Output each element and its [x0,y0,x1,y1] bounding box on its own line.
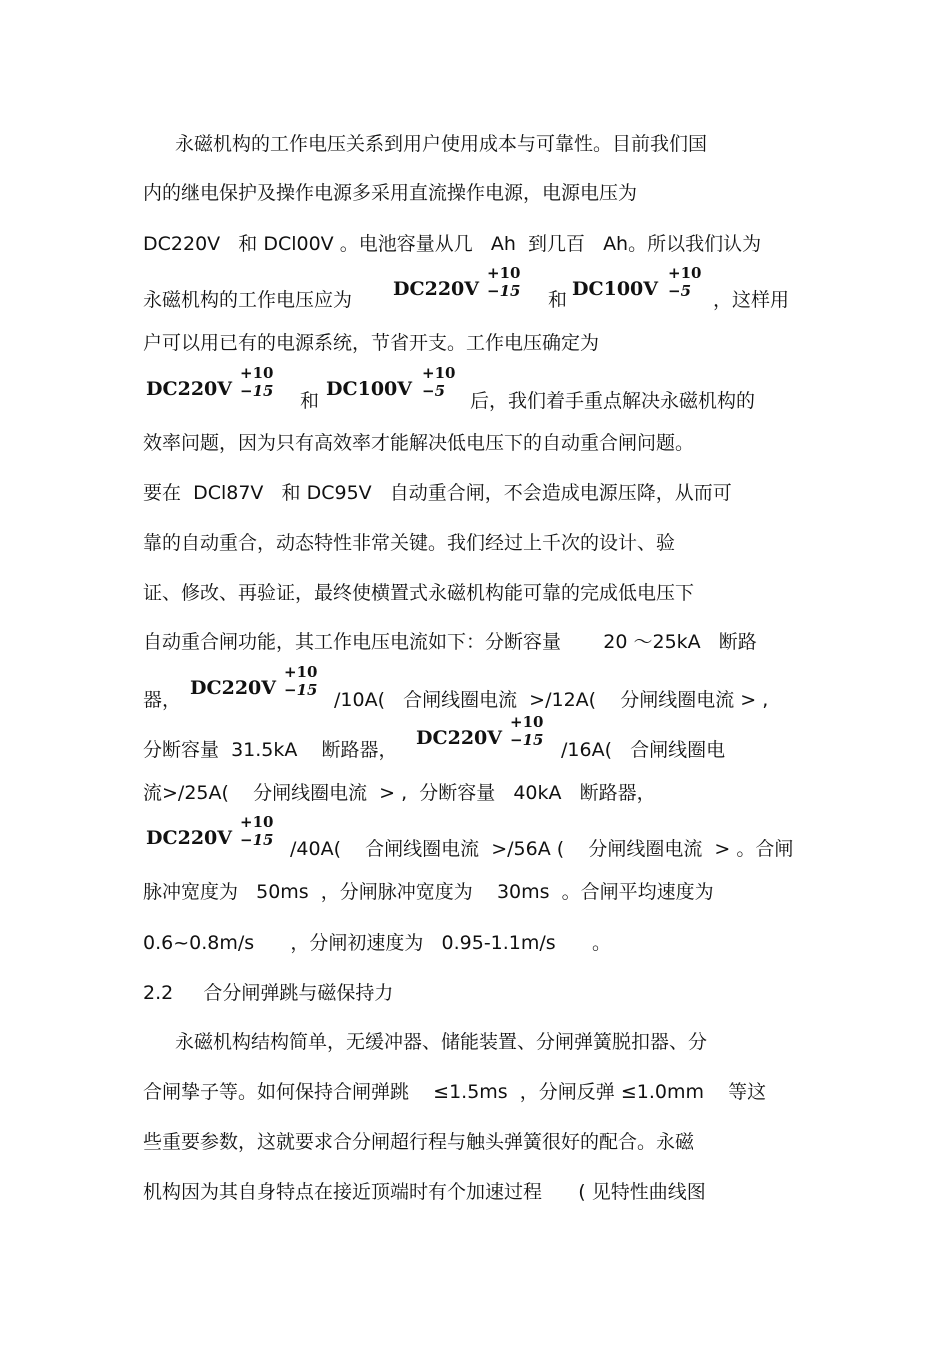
paragraph-line-11: 自动重合闸功能，其工作电压电流如下：分断容量 20 ～25kA 断路 [143,631,757,653]
paragraph-line-12-end: /10A( 合闸线圈电流 >/12A( 分闸线圈电流 > , [334,689,769,711]
paragraph-line-5: 户可以用已有的电源系统，节省开支。工作电压确定为 [143,332,600,354]
paragraph-line-13-start: 分断容量 31.5kA 断路器， [143,739,398,761]
paragraph-line-15: /40A( 合闸线圈电流 >/56A ( 分闸线圈电流 > 。合闸 [290,838,794,860]
paragraph-line-19: 永磁机构结构简单，无缓冲器、储能装置、分闸弹簧脱扣器、分 [175,1031,708,1053]
paragraph-line-22: 机构因为其自身特点在接近顶端时有个加速过程 ( 见特性曲线图 [143,1181,706,1203]
paragraph-line-21: 些重要参数，这就要求合分闸超行程与触头弹簧很好的配合。永磁 [143,1131,695,1153]
paragraph-line-8: 要在 DCl87V 和 DC95V 自动重合闸，不会造成电源压降，从而可 [143,482,732,504]
paragraph-line-6-end: 后，我们着手重点解决永磁机构的 [470,390,756,412]
paragraph-line-12-start: 器， [143,689,182,711]
paragraph-line-2: 内的继电保护及操作电源多采用直流操作电源，电源电压为 [143,182,638,204]
paragraph-line-13-end: /16A( 合闸线圈电 [561,739,726,761]
paragraph-line-17: 0.6~0.8m/s ，分闸初速度为 0.95-1.1m/s 。 [143,932,611,954]
paragraph-line-16: 脉冲宽度为 50ms ，分闸脉冲宽度为 30ms 。合闸平均速度为 [143,881,714,903]
section-heading: 2.2 合分闸弹跳与磁保持力 [143,982,394,1004]
paragraph-line-3: DC220V 和 DCl00V 。电池容量从几 Ah 到几百 Ah。所以我们认为 [143,233,762,255]
paragraph-line-14: 流>/25A( 分闸线圈电流 > , 分断容量 40kA 断路器， [143,782,656,804]
paragraph-line-7: 效率问题，因为只有高效率才能解决低电压下的自动重合闸问题。 [143,432,695,454]
paragraph-line-4-end: ，这样用 [713,289,790,311]
paragraph-line-9: 靠的自动重合，动态特性非常关键。我们经过上千次的设计、验 [143,532,676,554]
paragraph-line-1: 永磁机构的工作电压关系到用户使用成本与可靠性。目前我们国 [175,133,708,155]
paragraph-line-4-and: 和 [548,289,568,311]
paragraph-line-10: 证、修改、再验证，最终使横置式永磁机构能可靠的完成低电压下 [143,582,695,604]
paragraph-line-6-and: 和 [300,390,320,412]
paragraph-line-20: 合闸挚子等。如何保持合闸弹跳 ≤1.5ms ，分闸反弹 ≤1.0mm 等这 [143,1081,767,1103]
paragraph-line-4-start: 永磁机构的工作电压应为 [143,289,353,311]
